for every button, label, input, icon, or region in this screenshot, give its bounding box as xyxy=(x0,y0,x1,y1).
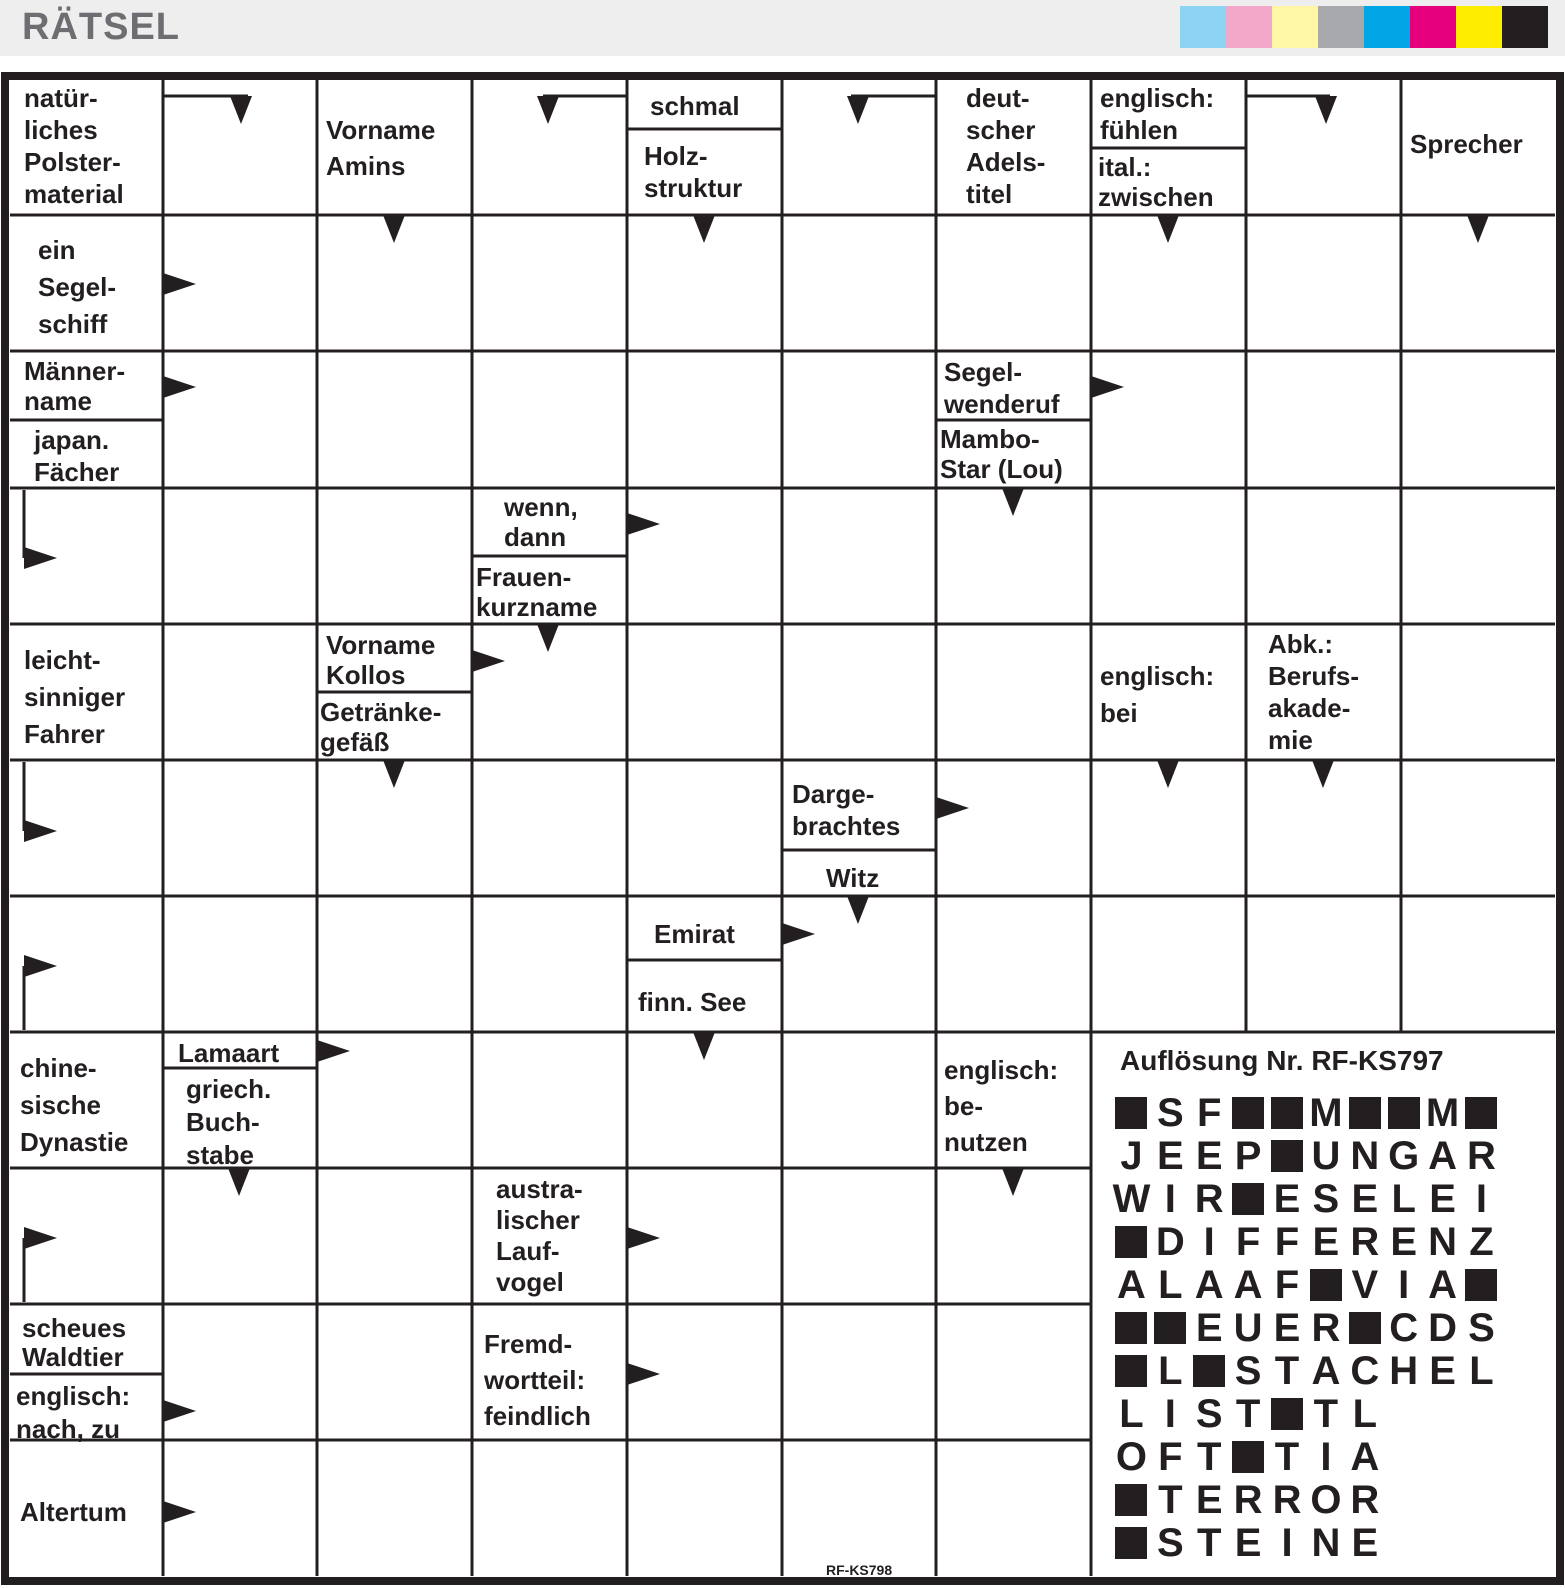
solution-letter: Z xyxy=(1469,1220,1494,1264)
solution-letter: E xyxy=(1429,1177,1456,1221)
solution-block xyxy=(1112,1523,1151,1563)
clue-arrow xyxy=(847,896,869,924)
solution-letter: I xyxy=(1281,1521,1293,1565)
solution-letter: C xyxy=(1389,1306,1419,1350)
solution-letter: A xyxy=(1194,1263,1224,1307)
solution-letter: D xyxy=(1428,1306,1458,1350)
clue-arrow xyxy=(383,760,405,788)
clue-arrow xyxy=(847,96,869,124)
clue-text: Holz- struktur xyxy=(644,141,743,203)
clue-arrow xyxy=(24,820,57,842)
clue-arrow xyxy=(1002,1168,1024,1196)
clue-arrow xyxy=(693,215,715,243)
clue-text: Fremd- wortteil: feindlich xyxy=(484,1329,591,1431)
clue-text: Mambo- Star (Lou) xyxy=(940,424,1063,484)
solution-row xyxy=(1112,1222,1540,1262)
clue-arrow xyxy=(317,1040,350,1062)
solution-letter: M xyxy=(1309,1091,1343,1135)
solution-letter: I xyxy=(1164,1392,1176,1436)
solution-letter: T xyxy=(1274,1435,1300,1479)
clue-text: Altertum xyxy=(20,1497,127,1527)
solution-block xyxy=(1345,1308,1384,1348)
clue-text: englisch: be- nutzen xyxy=(944,1055,1059,1157)
solution-letter: R xyxy=(1467,1134,1496,1178)
solution-row xyxy=(1112,1179,1540,1219)
solution-letter: E xyxy=(1234,1521,1262,1565)
clue-text: englisch: fühlen xyxy=(1100,83,1215,145)
clue-text: griech. Buch- stabe xyxy=(186,1074,272,1170)
clue-text: Segel- wenderuf xyxy=(944,357,1060,419)
clue-text: Frauen- kurzname xyxy=(476,562,598,622)
clue-text: wenn, dann xyxy=(504,492,578,552)
solution-letter: E xyxy=(1156,1134,1184,1178)
clue-text: Darge- brachtes xyxy=(792,779,901,841)
solution-letter: T xyxy=(1197,1521,1222,1565)
clue-text: austra- lischer Lauf- vogel xyxy=(496,1174,583,1297)
solution-letter: E xyxy=(1273,1306,1301,1350)
solution-block xyxy=(1268,1136,1307,1176)
clue-arrow xyxy=(627,1363,660,1385)
clue-arrow xyxy=(627,1227,660,1249)
clue-text: Emirat xyxy=(654,919,735,949)
clue-arrow xyxy=(1157,760,1179,788)
clue-arrow xyxy=(1315,96,1337,124)
clue-arrow xyxy=(936,797,969,819)
clue-text: ein Segel- schiff xyxy=(38,235,117,339)
clue-arrow xyxy=(782,923,815,945)
solution-block xyxy=(1384,1093,1423,1133)
solution-letter: S xyxy=(1312,1177,1340,1221)
solution-letter: A xyxy=(1117,1263,1146,1307)
solution-letter: T xyxy=(1158,1478,1183,1522)
solution-letter: S xyxy=(1468,1306,1495,1350)
solution-block xyxy=(1462,1093,1501,1133)
clue-text: englisch: nach, zu xyxy=(16,1381,131,1444)
solution-row xyxy=(1112,1265,1540,1305)
clue-arrow xyxy=(1467,215,1489,243)
clue-arrow xyxy=(1091,376,1124,398)
clue-arrow xyxy=(1157,215,1179,243)
clue-text: ital.: zwischen xyxy=(1098,152,1214,212)
clue-arrow xyxy=(693,1032,715,1060)
clue-text: Getränke- gefäß xyxy=(320,697,442,757)
clue-arrow xyxy=(163,1501,196,1523)
solution-letter: A xyxy=(1350,1435,1380,1479)
solution-letter: R xyxy=(1194,1177,1224,1221)
solution-letter: W xyxy=(1112,1177,1151,1221)
clue-text: natür- liches Polster- material xyxy=(24,83,124,209)
solution-row xyxy=(1112,1480,1540,1520)
clue-text: Vorname Amins xyxy=(326,115,436,181)
solution-letter: A xyxy=(1428,1134,1458,1178)
solution-row xyxy=(1112,1437,1540,1477)
solution-title: Auflösung Nr. RF-KS797 xyxy=(1120,1045,1444,1076)
clue-text: Abk.: Berufs- akade- mie xyxy=(1268,629,1360,755)
solution-letter: I xyxy=(1164,1177,1176,1221)
solution-letter: F xyxy=(1274,1263,1300,1307)
solution-letter: L xyxy=(1158,1349,1183,1393)
solution-letter: I xyxy=(1320,1435,1332,1479)
page-title: RÄTSEL xyxy=(22,6,180,48)
solution-row xyxy=(1112,1308,1540,1348)
solution-letter: L xyxy=(1391,1177,1416,1221)
solution-block xyxy=(1268,1394,1307,1434)
clue-text: Sprecher xyxy=(1410,129,1523,159)
solution-block xyxy=(1306,1265,1345,1305)
solution-letter: A xyxy=(1428,1263,1458,1307)
clue-arrow xyxy=(1312,760,1334,788)
solution-letter: T xyxy=(1274,1349,1300,1393)
solution-letter: A xyxy=(1311,1349,1341,1393)
puzzle-code: RF-KS798 xyxy=(826,1562,893,1578)
solution-letter: R xyxy=(1350,1478,1380,1522)
solution-letter: D xyxy=(1155,1220,1185,1264)
solution-letter: E xyxy=(1312,1220,1340,1264)
solution-block xyxy=(1462,1265,1501,1305)
solution-letter: I xyxy=(1203,1220,1215,1264)
clue-text: deut- scher Adels- titel xyxy=(966,83,1046,209)
solution-row xyxy=(1112,1394,1540,1434)
solution-letter: F xyxy=(1197,1091,1222,1135)
solution-letter: E xyxy=(1195,1478,1223,1522)
solution-letter: R xyxy=(1272,1478,1302,1522)
solution-block xyxy=(1112,1222,1151,1262)
clue-text: scheues Waldtier xyxy=(22,1313,127,1372)
solution-letter: I xyxy=(1475,1177,1488,1221)
solution-letter: O xyxy=(1310,1478,1342,1522)
solution-letter: E xyxy=(1390,1220,1418,1264)
solution-letter: E xyxy=(1351,1177,1379,1221)
solution-row xyxy=(1112,1523,1540,1563)
solution-letter: N xyxy=(1428,1220,1458,1264)
clue-arrow xyxy=(230,96,252,124)
solution-letter: J xyxy=(1120,1134,1143,1178)
solution-letter: E xyxy=(1195,1306,1223,1350)
solution-letter: S xyxy=(1195,1392,1223,1436)
solution-letter: L xyxy=(1469,1349,1494,1393)
solution-row xyxy=(1112,1093,1540,1133)
solution-letter: F xyxy=(1274,1220,1300,1264)
clue-text: japan. Fächer xyxy=(34,425,120,487)
solution-letter: L xyxy=(1119,1392,1144,1436)
solution-block xyxy=(1112,1480,1151,1520)
solution-letter: E xyxy=(1429,1349,1456,1393)
solution-letter: F xyxy=(1235,1220,1261,1264)
clue-text: Vorname Kollos xyxy=(326,630,436,690)
solution-letter: E xyxy=(1195,1134,1223,1178)
solution-block xyxy=(1345,1093,1384,1133)
clue-text: Lamaart xyxy=(178,1038,280,1068)
solution-letter: P xyxy=(1234,1134,1262,1178)
solution-letter: N xyxy=(1311,1521,1341,1565)
clue-text: Witz xyxy=(826,863,880,893)
clue-text: Männer- name xyxy=(24,356,126,416)
clue-text: chine- sische Dynastie xyxy=(20,1053,129,1157)
clue-text: finn. See xyxy=(638,987,747,1017)
solution-letter: V xyxy=(1351,1263,1379,1307)
solution-letter: U xyxy=(1233,1306,1263,1350)
solution-letter: F xyxy=(1158,1435,1183,1479)
solution-letter: O xyxy=(1115,1435,1147,1479)
clue-arrow xyxy=(383,215,405,243)
solution-letter: M xyxy=(1425,1091,1460,1135)
solution-letter: U xyxy=(1311,1134,1341,1178)
solution-letter: I xyxy=(1398,1263,1410,1307)
solution-letter: R xyxy=(1350,1220,1380,1264)
clue-arrow xyxy=(163,1400,196,1422)
solution-block xyxy=(1229,1093,1268,1133)
clue-arrow xyxy=(627,513,660,535)
solution-letter: H xyxy=(1389,1349,1419,1393)
solution-letter: T xyxy=(1197,1435,1222,1479)
solution-letter: G xyxy=(1388,1134,1420,1178)
solution-letter: T xyxy=(1313,1392,1339,1436)
clue-arrow xyxy=(24,547,57,569)
solution-letter: A xyxy=(1233,1263,1263,1307)
solution-letter: T xyxy=(1235,1392,1261,1436)
solution-letter: L xyxy=(1158,1263,1183,1307)
clue-arrow xyxy=(24,955,57,977)
solution-letter: S xyxy=(1156,1091,1184,1135)
solution-letter: N xyxy=(1350,1134,1380,1178)
clue-arrow xyxy=(163,376,196,398)
clue-text: englisch: bei xyxy=(1100,661,1215,728)
clue-arrow xyxy=(163,273,196,295)
solution-letter: C xyxy=(1350,1349,1380,1393)
solution-letter: R xyxy=(1233,1478,1263,1522)
solution-letter: S xyxy=(1156,1521,1184,1565)
clue-text: leicht- sinniger Fahrer xyxy=(24,645,126,749)
solution-letter: R xyxy=(1311,1306,1341,1350)
solution-row xyxy=(1112,1351,1540,1391)
clue-arrow xyxy=(537,624,559,652)
clue-arrow xyxy=(24,1227,57,1249)
solution-letter: L xyxy=(1352,1392,1377,1436)
solution-block xyxy=(1112,1093,1151,1133)
solution-block xyxy=(1112,1351,1151,1391)
clue-arrow xyxy=(1002,488,1024,516)
solution-block xyxy=(1151,1308,1190,1348)
solution-letter: S xyxy=(1234,1349,1262,1393)
clue-arrow xyxy=(537,96,559,124)
clue-arrow xyxy=(472,650,505,672)
clue-arrow xyxy=(228,1168,250,1196)
solution-block xyxy=(1190,1351,1229,1391)
solution-letter: E xyxy=(1351,1521,1379,1565)
solution-block xyxy=(1229,1437,1268,1477)
solution-row xyxy=(1112,1136,1540,1176)
solution-letter: E xyxy=(1273,1177,1301,1221)
clue-text: schmal xyxy=(650,91,740,121)
solution-block xyxy=(1112,1308,1151,1348)
solution-block xyxy=(1268,1093,1307,1133)
solution-block xyxy=(1229,1179,1268,1219)
